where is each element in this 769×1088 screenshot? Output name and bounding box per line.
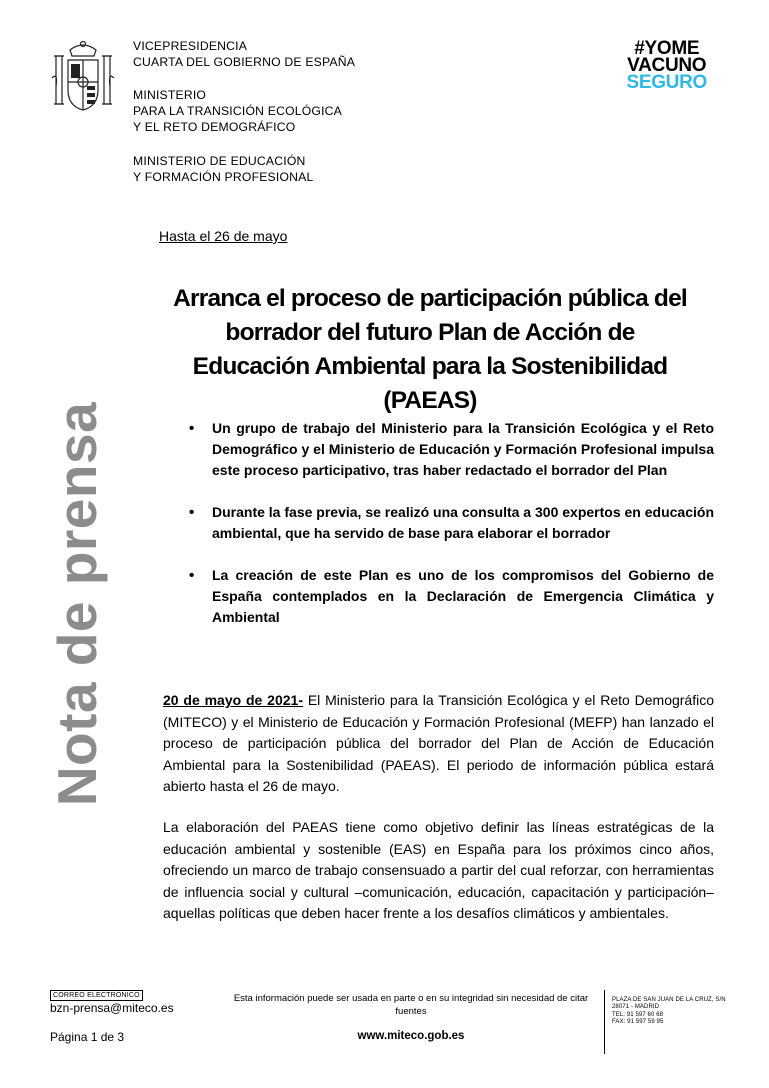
email-label: CORREO ELECTRÓNICO bbox=[50, 990, 143, 1001]
address-line: PLAZA DE SAN JUAN DE LA CRUZ, S/N bbox=[612, 997, 726, 1003]
website-link[interactable]: www.miteco.gob.es bbox=[357, 1030, 465, 1042]
side-label bbox=[46, 401, 108, 807]
address-block bbox=[612, 997, 726, 1027]
dateline: 20 de mayo de 2021- bbox=[163, 692, 303, 708]
usage-disclaimer: Esta información puede ser usada en parte o en su integridad sin necesidad de citar fuentes bbox=[233, 993, 589, 1017]
ministry-line: VICEPRESIDENCIA bbox=[133, 39, 248, 53]
campaign-line: SEGURO bbox=[626, 72, 707, 93]
ministry-line: CUARTA DEL GOBIERNO DE ESPAÑA bbox=[133, 55, 356, 69]
coat-of-arms-icon bbox=[50, 38, 116, 120]
embargo-note: Hasta el 26 de mayo bbox=[159, 228, 288, 244]
side-label-text: Nota de prensa bbox=[46, 401, 108, 807]
ministry-block-2 bbox=[133, 87, 342, 135]
ministry-block-3 bbox=[133, 153, 313, 185]
email-link[interactable]: bzn-prensa@miteco.es bbox=[50, 1001, 174, 1015]
summary-bullets bbox=[187, 418, 714, 649]
page-title: Arranca el proceso de participación pública del borrador del futuro Plan de Acción de Educación Ambiental para la Sostenibilidad (PAEAS) bbox=[173, 285, 687, 414]
vaccination-campaign-logo bbox=[626, 40, 707, 91]
address-line: TEL: 91 597 60 68 bbox=[612, 1011, 664, 1018]
campaign-line: #YOME bbox=[634, 38, 700, 59]
ministry-line: MINISTERIO DE EDUCACIÓN bbox=[133, 154, 306, 168]
ministry-line: Y FORMACIÓN PROFESIONAL bbox=[133, 170, 314, 184]
bullet-item: • Un grupo de trabajo del Ministerio para la Transición Ecológica y el Reto Demográfico y el Ministerio de Educación y Formación Profesional impulsa este proceso participativo, tras haber redactado el borrador del Plan bbox=[187, 418, 714, 481]
address-line: FAX: 91 597 59 95 bbox=[612, 1019, 664, 1026]
ministry-block-1 bbox=[133, 38, 355, 70]
footer-divider bbox=[604, 990, 605, 1054]
body-text: El Ministerio para la Transición Ecológica y el Reto Demográfico (MITECO) y el Ministerio de Educación y Formación Profesional (MEFP) han lanzado el proceso de participación pública del borrador del Plan de Acción de Educación Ambiental para la Sostenibilidad (PAEAS). El periodo de información pública estará abierto hasta el 26 de mayo. bbox=[163, 692, 715, 794]
bullet-item: • Durante la fase previa, se realizó una consulta a 300 expertos en educación ambiental, que ha servido de base para elaborar el borrador bbox=[187, 502, 714, 544]
address-line: 28071 - MADRID bbox=[612, 1004, 660, 1011]
body-paragraph-2: La elaboración del PAEAS tiene como objetivo definir las líneas estratégicas de la educación ambiental y sostenible (EAS) en España para los próximos cinco años, ofreciendo un marco de trabajo consensuado a partir del cual reforzar, con herramientas de influencia social y cultural –comunicación, educación, capacitación y participación– aquellas políticas que deben hacer frente a los desafíos climáticos y ambientales. bbox=[163, 819, 714, 921]
body-paragraph-1 bbox=[163, 690, 714, 798]
page-number: Página 1 de 3 bbox=[50, 1030, 125, 1044]
ministry-line: PARA LA TRANSICIÓN ECOLÓGICA bbox=[133, 104, 343, 118]
ministry-line: MINISTERIO bbox=[133, 88, 207, 102]
ministry-line: Y EL RETO DEMOGRÁFICO bbox=[133, 120, 296, 134]
campaign-line: VACUNO bbox=[627, 55, 707, 76]
bullet-item: • La creación de este Plan es uno de los compromisos del Gobierno de España contemplados en la Declaración de Emergencia Climática y Ambiental bbox=[187, 565, 714, 628]
